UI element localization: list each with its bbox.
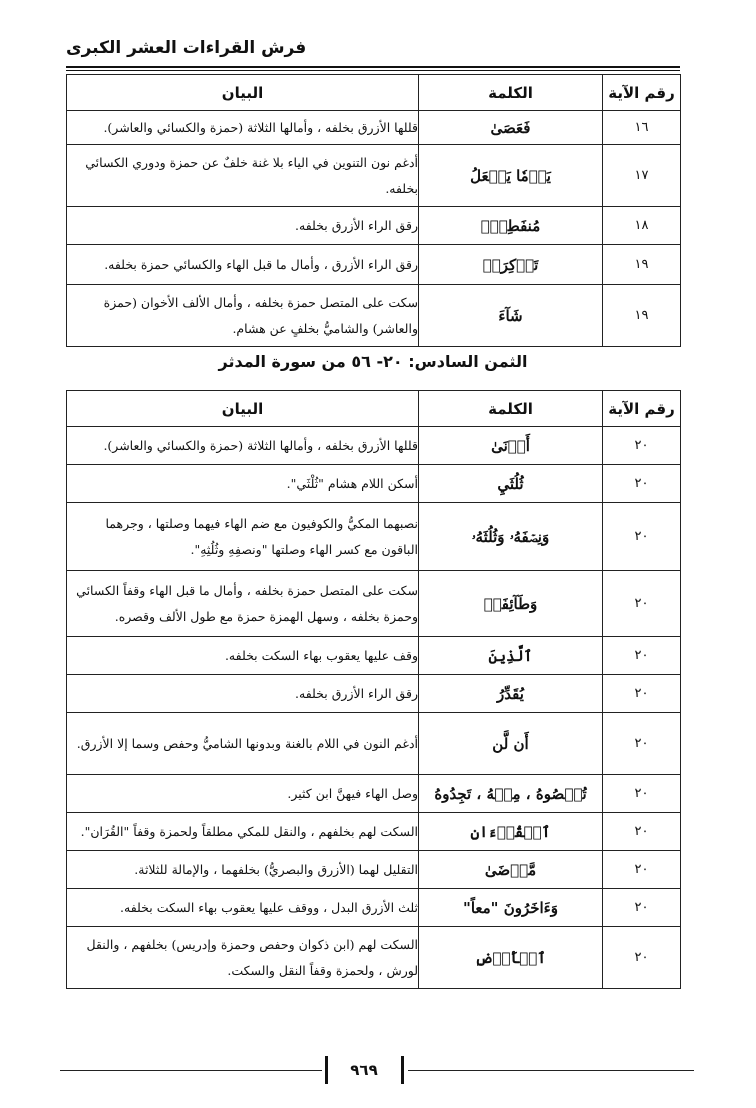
verse-number: ٢٠ (603, 927, 681, 989)
explanation-text: وصل الهاء فيهنَّ ابن كثير. (67, 775, 419, 813)
column-header-verse: رقم الآية (603, 75, 681, 111)
verse-number: ١٨ (603, 207, 681, 245)
column-header-explanation: البيان (67, 75, 419, 111)
quran-word: أَدۡنَىٰ (419, 427, 603, 465)
quran-word: وَطَآئِفَةٞ (419, 571, 603, 637)
quran-word: مُنفَطِرُۢ (419, 207, 603, 245)
running-header-title: فرش القراءات العشر الكبرى (66, 38, 307, 58)
explanation-text: أدغم نون التنوين في الياء بلا غنة خلفٌ عن حمزة ودوري الكسائي بخلفه. (67, 145, 419, 207)
table-row (67, 285, 681, 347)
table-row (67, 927, 681, 989)
explanation-text: أدغم النون في اللام بالغنة وبدونها الشاميُّ وحفص وسما إلا الأزرق. (67, 713, 419, 775)
footer-rule-right (408, 1070, 694, 1071)
explanation-text: سكت على المتصل حمزة بخلفه ، وأمال ما قبل الهاء وقفاً الكسائي وحمزة بخلفه ، وسهل الهمزة حمزة مع طول الألف وقصره. (67, 571, 419, 637)
verse-number: ٢٠ (603, 637, 681, 675)
verse-number: ٢٠ (603, 503, 681, 571)
table-row (67, 503, 681, 571)
explanation-text: أسكن اللام هشام "ثُلْثَي". (67, 465, 419, 503)
quran-word: وَءَاخَرُونَ "معاً" (419, 889, 603, 927)
readings-table-1 (66, 74, 681, 347)
explanation-text: السكت لهم بخلفهم ، والنقل للمكي مطلقاً ولحمزة وقفاً "القُرَان". (67, 813, 419, 851)
explanation-text: السكت لهم (ابن ذكوان وحفص وحمزة وإدريس) بخلفهم ، والنقل لورش ، ولحمزة وقفاً النقل والسكت. (67, 927, 419, 989)
footer-bracket-left (325, 1056, 328, 1084)
table-row (67, 145, 681, 207)
verse-number: ٢٠ (603, 851, 681, 889)
verse-number: ٢٠ (603, 675, 681, 713)
verse-number: ٢٠ (603, 465, 681, 503)
verse-number: ٢٠ (603, 571, 681, 637)
header-rule (66, 66, 680, 68)
explanation-text: رقق الراء الأزرق ، وأمال ما قبل الهاء والكسائي حمزة بخلفه. (67, 245, 419, 285)
table-row (67, 637, 681, 675)
table-row (67, 889, 681, 927)
explanation-text: سكت على المتصل حمزة بخلفه ، وأمال الألف الأخوان (حمزة والعاشر) والشاميُّ بخلفٍ عن هشام. (67, 285, 419, 347)
footer-rule-left (60, 1070, 322, 1071)
column-header-explanation: البيان (67, 391, 419, 427)
table-header-row (67, 391, 681, 427)
readings-table-2 (66, 390, 681, 989)
quran-word: ثُلُثَيِ (419, 465, 603, 503)
explanation-text: قللها الأزرق بخلفه ، وأمالها الثلاثة (حمزة والكسائي والعاشر). (67, 111, 419, 145)
quran-word: وَنِصۡفَهُۥ وَثُلُثَهُۥ (419, 503, 603, 571)
table-row (67, 245, 681, 285)
verse-number: ٢٠ (603, 889, 681, 927)
explanation-text: ثلث الأزرق البدل ، ووقف عليها يعقوب بهاء السكت بخلفه. (67, 889, 419, 927)
quran-word: تُحۡصُوهُ ، مِنۡهُ ، تَجِدُوهُ (419, 775, 603, 813)
table-row (67, 713, 681, 775)
quran-word: فَعَصَىٰ (419, 111, 603, 145)
explanation-text: رقق الراء الأزرق بخلفه. (67, 207, 419, 245)
header-rule-thin (66, 70, 680, 71)
table-row (67, 675, 681, 713)
table-row (67, 111, 681, 145)
explanation-text: وقف عليها يعقوب بهاء السكت بخلفه. (67, 637, 419, 675)
table-row (67, 813, 681, 851)
verse-number: ١٦ (603, 111, 681, 145)
quran-word: ٱلَّذِينَ (419, 637, 603, 675)
table-row (67, 427, 681, 465)
table-row (67, 851, 681, 889)
quran-word: أَن لَّن (419, 713, 603, 775)
quran-word: يَوۡمٗا يَجۡعَلُ (419, 145, 603, 207)
verse-number: ١٩ (603, 245, 681, 285)
explanation-text: رقق الراء الأزرق بخلفه. (67, 675, 419, 713)
verse-number: ٢٠ (603, 775, 681, 813)
verse-number: ١٩ (603, 285, 681, 347)
explanation-text: نصبهما المكيُّ والكوفيون مع ضم الهاء فيهما وصلتها ، وجرهما الباقون مع كسر الهاء وصلتها "ونصفِهِ وثُلُثِهِ". (67, 503, 419, 571)
footer-bracket-right (401, 1056, 404, 1084)
column-header-word: الكلمة (419, 75, 603, 111)
table-row (67, 465, 681, 503)
explanation-text: التقليل لهما (الأزرق والبصريُّ) بخلفهما ، والإمالة للثلاثة. (67, 851, 419, 889)
column-header-verse: رقم الآية (603, 391, 681, 427)
quran-word: تَذۡكِرَةٞ (419, 245, 603, 285)
verse-number: ٢٠ (603, 813, 681, 851)
verse-number: ٢٠ (603, 427, 681, 465)
table-row (67, 571, 681, 637)
page-number: ٩٦٩ (350, 1061, 378, 1079)
table-header-row (67, 75, 681, 111)
quran-word: ٱلۡقُرۡءَانِ (419, 813, 603, 851)
column-header-word: الكلمة (419, 391, 603, 427)
table-row (67, 775, 681, 813)
verse-number: ٢٠ (603, 713, 681, 775)
table-row (67, 207, 681, 245)
quran-word: مَّرۡضَىٰ (419, 851, 603, 889)
explanation-text: قللها الأزرق بخلفه ، وأمالها الثلاثة (حمزة والكسائي والعاشر). (67, 427, 419, 465)
quran-word: ٱلۡأَرۡضِ (419, 927, 603, 989)
quran-word: يُقَدِّرُ (419, 675, 603, 713)
quran-word: شَآءَ (419, 285, 603, 347)
verse-number: ١٧ (603, 145, 681, 207)
section-heading: الثمن السادس: ٢٠- ٥٦ من سورة المدثر (218, 352, 528, 371)
